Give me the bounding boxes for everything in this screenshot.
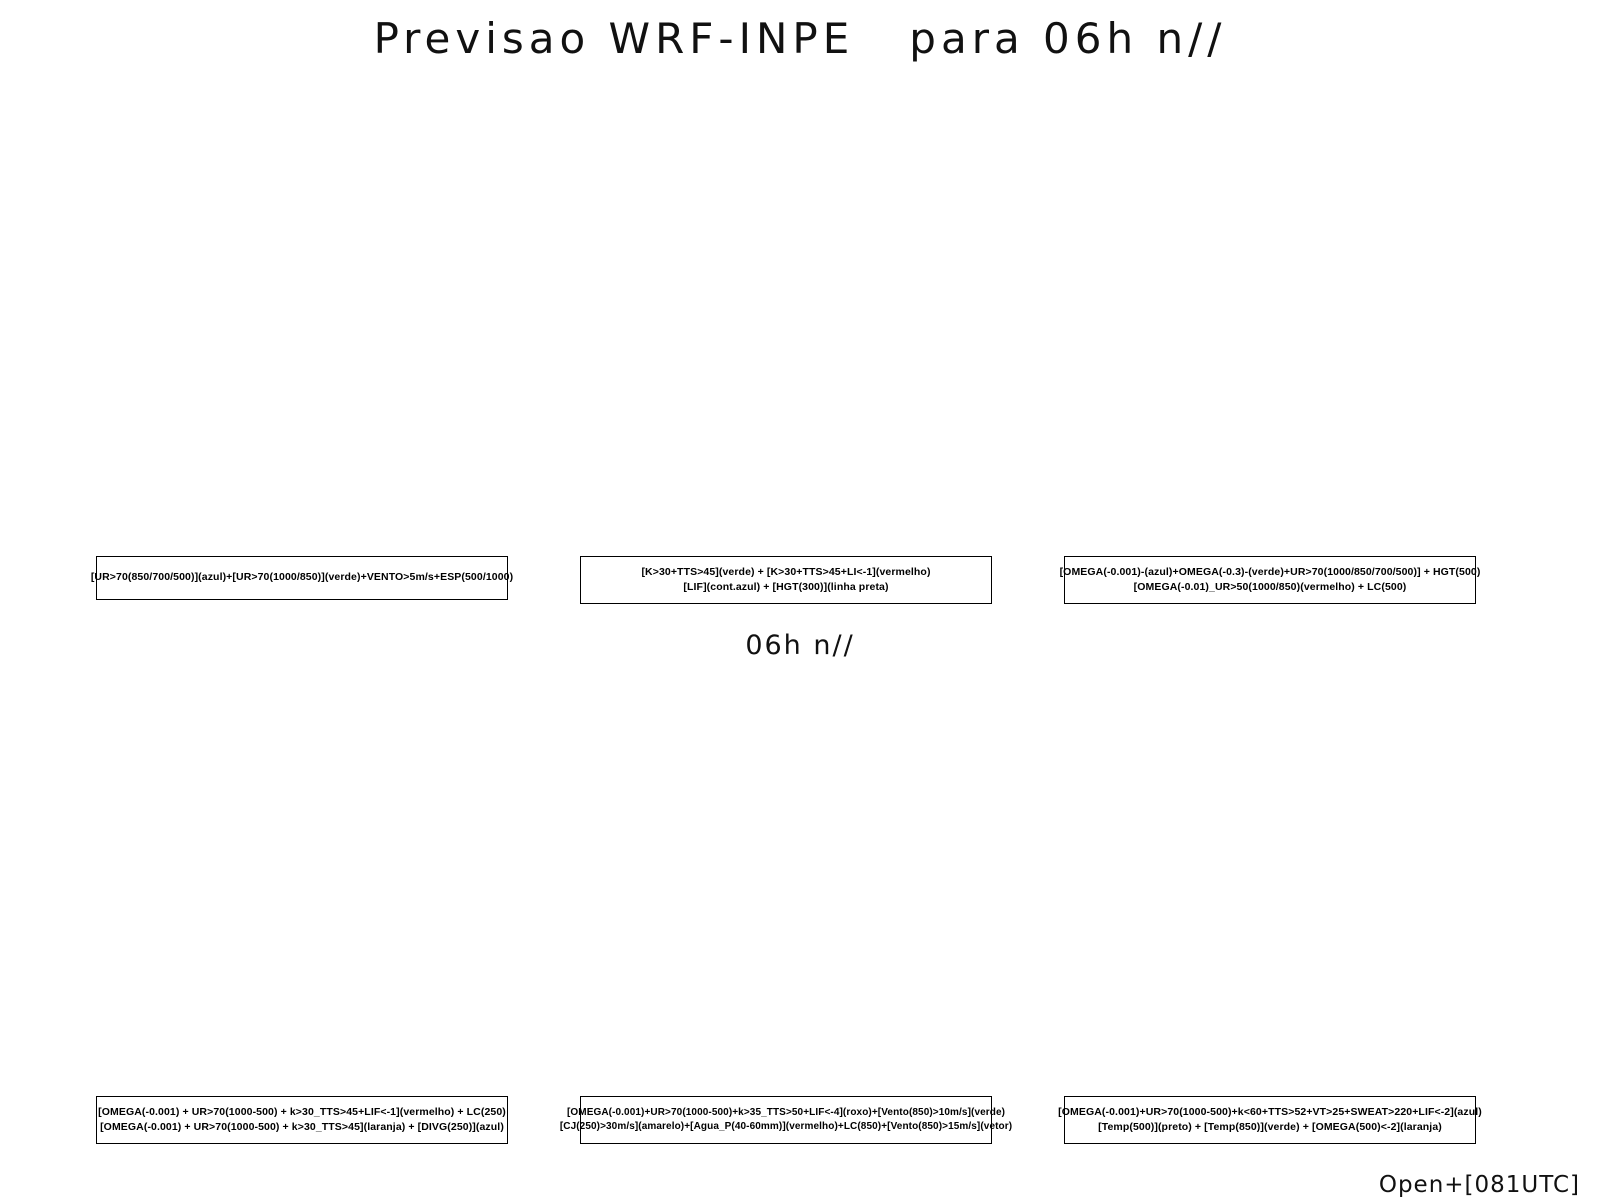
legend-line: [OMEGA(-0.001) + UR>70(1000-500) + k>30_TTS>45](laranja) + [DIVG(250)](azul): [100, 1121, 504, 1133]
middle-label: 06h n//: [745, 630, 855, 661]
legend-line: [OMEGA(-0.001)+UR>70(1000-500)+k<60+TTS>52+VT>25+SWEAT>220+LIF<-2](azul): [1058, 1105, 1482, 1118]
legend-line: [UR>70(850/700/500)](azul)+[UR>70(1000/850)](verde)+VENTO>5m/s+ESP(500/1000): [90, 571, 514, 584]
legend-line: [K>30+TTS>45](verde) + [K>30+TTS>45+LI<-1](vermelho): [641, 565, 931, 578]
legend-panel-bottom-right: [1058, 1096, 1482, 1144]
legend-line: [LIF](cont.azul) + [HGT(300)](linha preta): [683, 581, 889, 593]
legend-panel-top-center: [580, 556, 992, 604]
legend-panel-bottom-left: [96, 1096, 508, 1144]
legend-line: [OMEGA(-0.01)_UR>50(1000/850)(vermelho) + LC(500): [1133, 581, 1407, 593]
legend-line: [OMEGA(-0.001)-(azul)+OMEGA(-0.3)-(verde)+UR>70(1000/850/700/500)] + HGT(500): [1059, 565, 1481, 578]
legend-line: [Temp(500)](preto) + [Temp(850)](verde) + [OMEGA(500)<-2](laranja): [1098, 1121, 1442, 1133]
legend-line: [OMEGA(-0.001) + UR>70(1000-500) + k>30_TTS>45+LIF<-1](vermelho) + LC(250): [98, 1105, 506, 1118]
legend-line: [CJ(250)>30m/s](amarelo)+[Agua_P(40-60mm)](vermelho)+LC(850)+[Vento(850)>15m/s](vetor): [559, 1121, 1013, 1132]
legend-panel-top-left: [90, 556, 514, 600]
page-title: Previsao WRF-INPE para 06h n//: [373, 14, 1227, 63]
legend-line: [OMEGA(-0.001)+UR>70(1000-500)+k>35_TTS>50+LIF<-4](roxo)+[Vento(850)>10m/s](verde): [566, 1106, 1006, 1118]
legend-panel-bottom-center: [559, 1096, 1013, 1144]
legend-panel-top-right: [1059, 556, 1481, 604]
corner-stamp: Open+[081UTC]: [1378, 1172, 1580, 1198]
